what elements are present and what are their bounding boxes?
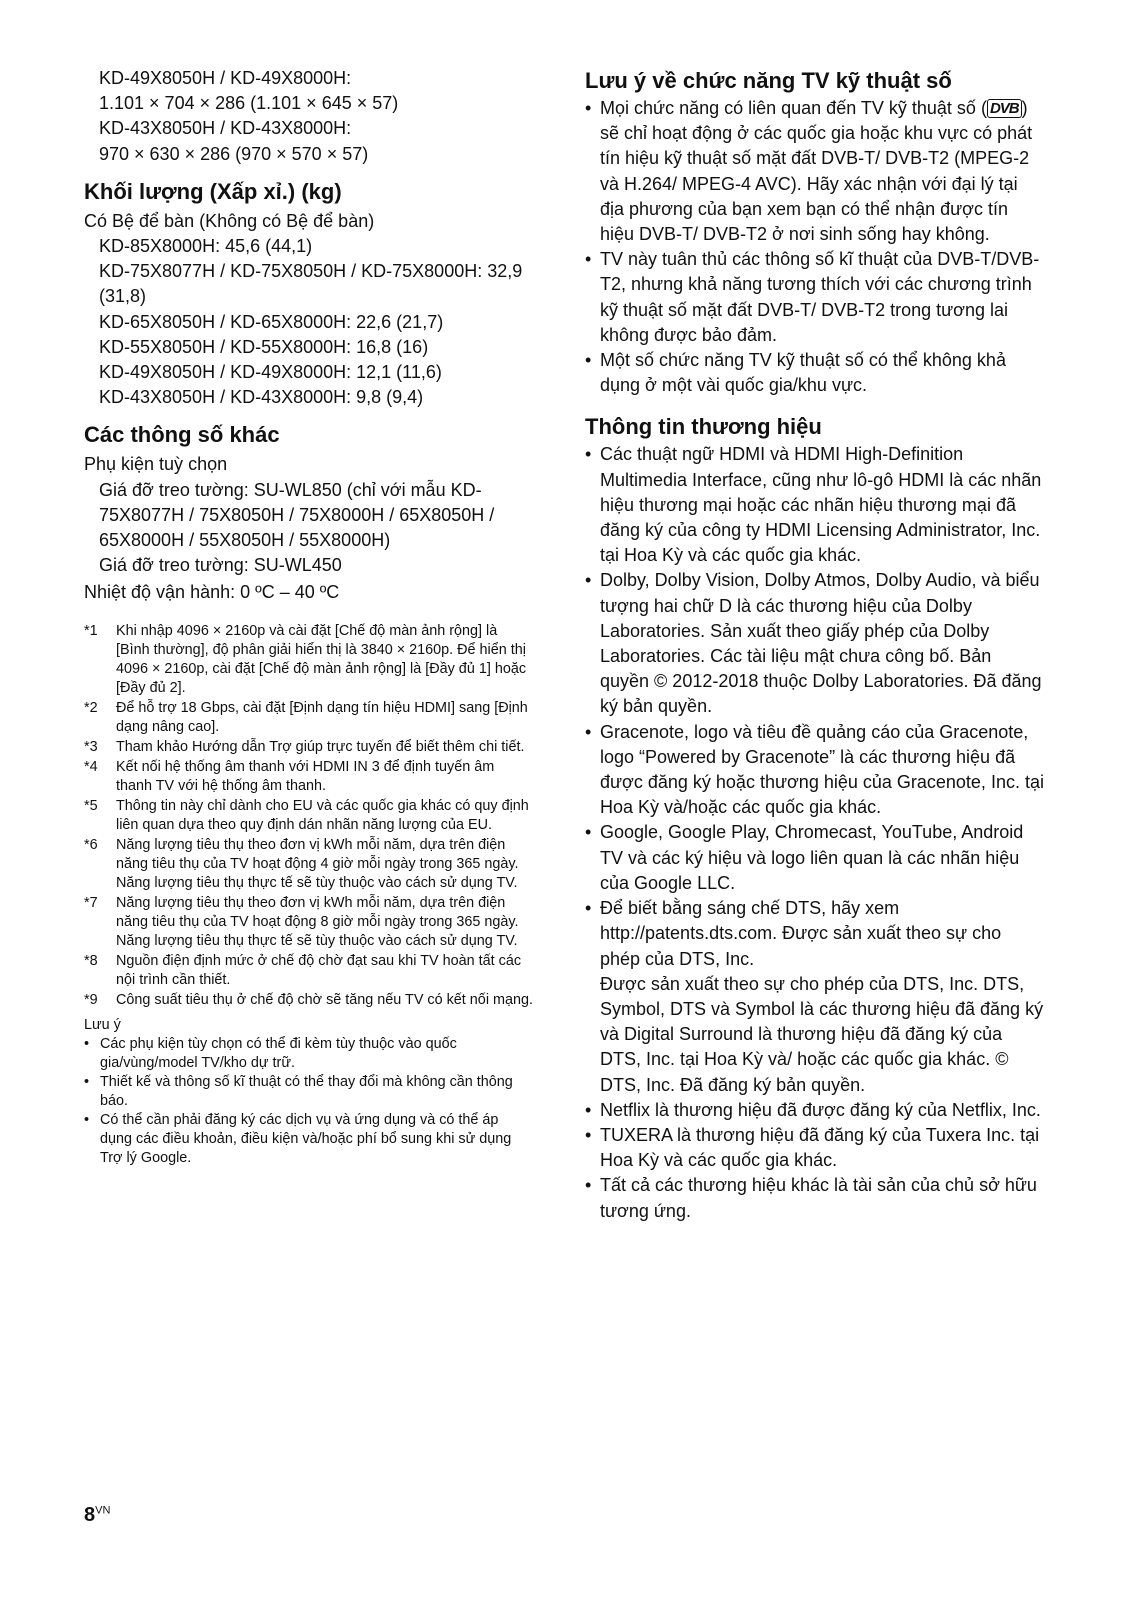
dimension-lines: [84, 66, 534, 167]
footnote-text: Thông tin này chỉ dành cho EU và các quốc gia khác có quy định liên quan dựa theo quy định dán nhãn năng lượng của EU.: [116, 797, 529, 833]
digital-bullet-text-start: Mọi chức năng có liên quan đến TV kỹ thuật số (: [600, 98, 987, 118]
brand-bullet: [585, 820, 1045, 896]
footnote-mark: *3: [84, 738, 98, 755]
brand-bullet: [585, 1098, 1045, 1123]
digital-bullet-text: Một số chức năng TV kỹ thuật số có thể không khả dụng ở một vài quốc gia/khu vực.: [600, 350, 1006, 396]
other-specs-heading: Các thông số khác: [84, 422, 280, 448]
brand-bullet: [585, 1123, 1045, 1173]
page-number: [84, 1504, 110, 1527]
right-column: [585, 66, 1045, 1224]
digital-bullet: [585, 247, 1045, 348]
bullet-icon: •: [585, 249, 592, 270]
bullet-icon: •: [585, 1175, 592, 1196]
bullet-icon: •: [585, 98, 592, 118]
mass-line: KD-49X8050H / KD-49X8000H: 12,1 (11,6): [99, 362, 442, 383]
footnote: [84, 699, 534, 737]
mass-line: KD-43X8050H / KD-43X8000H: 9,8 (9,4): [99, 387, 424, 408]
brand-bullet-text: Dolby, Dolby Vision, Dolby Atmos, Dolby Audio, và biểu tượng hai chữ D là các thương hiệu của Dolby Laboratories. Sản xuất theo giấy phép của Dolby Laboratories. Các tài liệu mật chưa công bố. Bản quyền © 2012-2018 thuộc Dolby Laboratories. Đã đăng ký bản quyền.: [600, 570, 1042, 717]
brand-bullet: [585, 1173, 1045, 1223]
dimension-line: KD-43X8050H / KD-43X8000H:: [99, 118, 352, 139]
mass-intro: Có Bệ để bàn (Không có Bệ để bàn): [84, 210, 375, 231]
footnote-text: Năng lượng tiêu thụ theo đơn vị kWh mỗi năm, dựa trên điện năng tiêu thụ của TV hoạt động 8 giờ mỗi ngày trong 365 ngày. Năng lượng tiêu thụ thực tế sẽ tùy thuộc vào cách sử dụng TV.: [116, 894, 519, 949]
page-number-suffix: VN: [95, 1504, 111, 1517]
left-column: [84, 66, 534, 1168]
accessory-line: Giá đỡ treo tường: SU-WL850 (chỉ với mẫu KD-75X8077H / 75X8050H / 75X8000H / 65X8050H / 65X8000H / 55X8050H / 55X8000H): [99, 479, 495, 551]
footnote-list: [84, 622, 534, 1010]
footnote: [84, 991, 534, 1010]
footnote-text: Năng lượng tiêu thụ theo đơn vị kWh mỗi năm, dựa trên điện năng tiêu thụ của TV hoạt động 4 giờ mỗi ngày trong 365 ngày. Năng lượng tiêu thụ thực tế sẽ tùy thuộc vào cách sử dụng TV.: [116, 836, 519, 891]
brand-bullet: [585, 442, 1045, 568]
mass-line: KD-55X8050H / KD-55X8000H: 16,8 (16): [99, 336, 429, 357]
bullet-icon: •: [84, 1111, 90, 1128]
bullet-icon: •: [585, 570, 592, 591]
note-item: [84, 1035, 534, 1073]
brand-bullet-text: Google, Google Play, Chromecast, YouTube, Android TV và các ký hiệu và logo liên quan là các nhãn hiệu của Google LLC.: [600, 822, 1024, 893]
brand-bullet-text: TUXERA là thương hiệu đã đăng ký của Tuxera Inc. tại Hoa Kỳ và các quốc gia khác.: [600, 1124, 1040, 1171]
footnote-text: Tham khảo Hướng dẫn Trợ giúp trực tuyến để biết thêm chi tiết.: [116, 738, 525, 755]
brand-bullet-dts: [585, 896, 1045, 1098]
footnote-mark: *7: [84, 894, 98, 911]
footnote: [84, 758, 534, 796]
bullet-icon: •: [84, 1073, 90, 1090]
digital-tv-heading: Lưu ý về chức năng TV kỹ thuật số: [585, 68, 952, 93]
dimension-line: 970 × 630 × 286 (970 × 570 × 57): [99, 143, 369, 164]
bullet-icon: •: [585, 1124, 592, 1145]
footnote-mark: *1: [84, 622, 98, 639]
mass-line: KD-85X8000H: 45,6 (44,1): [99, 236, 313, 257]
bullet-icon: •: [585, 822, 592, 843]
footnote: [84, 622, 534, 698]
footnote: [84, 894, 534, 951]
dvb-logo-icon: DVB: [987, 99, 1022, 118]
accessory-label: Phụ kiện tuỳ chọn: [84, 454, 228, 475]
brand-bullet: [585, 720, 1045, 821]
dts-paragraph: Được sản xuất theo sự cho phép của DTS, Inc. DTS, Symbol, DTS và Symbol là các thương hiệu đã đăng ký và Digital Surround là thương hiệu đã đăng ký của DTS, Inc. tại Hoa Kỳ và/ hoặc các quốc gia khác. © DTS, Inc. Đã đăng ký bản quyền.: [600, 973, 1044, 1095]
dimension-line: 1.101 × 704 × 286 (1.101 × 645 × 57): [99, 93, 399, 114]
bullet-icon: •: [585, 350, 592, 371]
digital-bullet-text: TV này tuân thủ các thông số kĩ thuật của DVB-T/DVB-T2, nhưng khả năng tương thích với các chương trình kỹ thuật số mặt đất DVB-T/ DVB-T2 trong tương lai không được bảo đảm.: [600, 249, 1040, 345]
bullet-icon: •: [585, 721, 592, 742]
footnote: [84, 836, 534, 893]
digital-bullet: [585, 348, 1045, 398]
footnote-mark: *8: [84, 952, 98, 969]
note-title: Lưu ý: [84, 1016, 121, 1033]
footnote-text: Để hỗ trợ 18 Gbps, cài đặt [Định dạng tín hiệu HDMI] sang [Định dạng nâng cao].: [116, 699, 528, 735]
footnote-text: Công suất tiêu thụ ở chế độ chờ sẽ tăng nếu TV có kết nối mạng.: [116, 991, 534, 1008]
dts-paragraph: Để biết bằng sáng chế DTS, hãy xem http://patents.dts.com. Được sản xuất theo sự cho phép của DTS, Inc.: [600, 898, 1002, 969]
note-item: [84, 1111, 534, 1168]
brand-bullet: [585, 568, 1045, 719]
digital-bullet: [585, 96, 1045, 247]
bullet-icon: •: [585, 898, 592, 919]
footnote-text: Kết nối hệ thống âm thanh với HDMI IN 3 để định tuyến âm thanh TV với hệ thống âm thanh.: [116, 758, 495, 794]
page-number-value: 8: [84, 1504, 96, 1526]
footnote-mark: *6: [84, 836, 98, 853]
accessory-line: Giá đỡ treo tường: SU-WL450: [99, 555, 342, 576]
mass-heading: Khối lượng (Xấp xỉ.) (kg): [84, 178, 342, 204]
brand-bullet-text: Các thuật ngữ HDMI và HDMI High-Definition Multimedia Interface, cũng như lô-gô HDMI là các nhãn hiệu thương mại hoặc các nhãn hiệu thương mại đã đăng ký của công ty HDMI Licensing Administrator, Inc. tại Hoa Kỳ và các quốc gia khác.: [600, 444, 1042, 566]
operating-temperature: Nhiệt độ vận hành: 0 ºC – 40 ºC: [84, 582, 340, 603]
mass-line: KD-75X8077H / KD-75X8050H / KD-75X8000H: 32,9 (31,8): [99, 261, 523, 307]
footnote-text: Khi nhập 4096 × 2160p và cài đặt [Chế độ màn ảnh rộng] là [Bình thường], độ phân giải hiển thị là 3840 × 2160p. Để hiển thị 4096 × 2160p, cài đặt [Chế độ màn ảnh rộng] là [Đầy đủ 1] hoặc [Đầy đủ 2].: [116, 622, 527, 696]
digital-bullet-text: [600, 96, 1045, 247]
dts-bullet-text: [600, 896, 1045, 1098]
note-item: [84, 1073, 534, 1111]
note-text: Các phụ kiện tùy chọn có thể đi kèm tùy thuộc vào quốc gia/vùng/model TV/kho dự trữ.: [100, 1035, 457, 1071]
bullet-icon: •: [585, 444, 592, 465]
bullet-icon: •: [585, 1099, 592, 1120]
brand-bullet-text: Netflix là thương hiệu đã được đăng ký của Netflix, Inc.: [600, 1099, 1041, 1120]
footnote: [84, 738, 534, 757]
footnote: [84, 952, 534, 990]
brand-bullet-text: Tất cả các thương hiệu khác là tài sản của chủ sở hữu tương ứng.: [600, 1175, 1037, 1221]
footnote-mark: *9: [84, 991, 98, 1008]
note-text: Thiết kế và thông số kĩ thuật có thể thay đổi mà không cần thông báo.: [100, 1073, 513, 1109]
footnote-mark: *4: [84, 758, 98, 775]
footnote-mark: *2: [84, 699, 98, 716]
digital-bullet-text-end: ) sẽ chỉ hoạt động ở các quốc gia hoặc khu vực có phát tín hiệu kỹ thuật số mặt đất DVB-T/ DVB-T2 (MPEG-2 và H.264/ MPEG-4 AVC). Hãy xác nhận với đại lý tại địa phương của bạn xem bạn có thể nhận được tín hiệu DVB-T/ DVB-T2 ở nơi sinh sống hay không.: [600, 98, 1033, 245]
footnote-mark: *5: [84, 797, 98, 814]
footnote: [84, 797, 534, 835]
bullet-icon: •: [84, 1035, 90, 1052]
mass-line: KD-65X8050H / KD-65X8000H: 22,6 (21,7): [99, 311, 444, 332]
brand-info-heading: Thông tin thương hiệu: [585, 414, 822, 440]
note-text: Có thể cần phải đăng ký các dịch vụ và ứng dụng và có thể áp dụng các điều khoản, điều kiện và/hoặc phí bổ sung khi sử dụng Trợ lý Google.: [100, 1111, 512, 1166]
brand-bullet-text: Gracenote, logo và tiêu đề quảng cáo của Gracenote, logo “Powered by Gracenote” là các thương hiệu đã được đăng ký hoặc thương hiệu của Gracenote, Inc. tại Hoa Kỳ và/hoặc các quốc gia khác.: [600, 721, 1044, 818]
dimension-line: KD-49X8050H / KD-49X8000H:: [99, 68, 352, 88]
footnote-text: Nguồn điện định mức ở chế độ chờ đạt sau khi TV hoàn tất các nội trình cần thiết.: [116, 952, 522, 988]
